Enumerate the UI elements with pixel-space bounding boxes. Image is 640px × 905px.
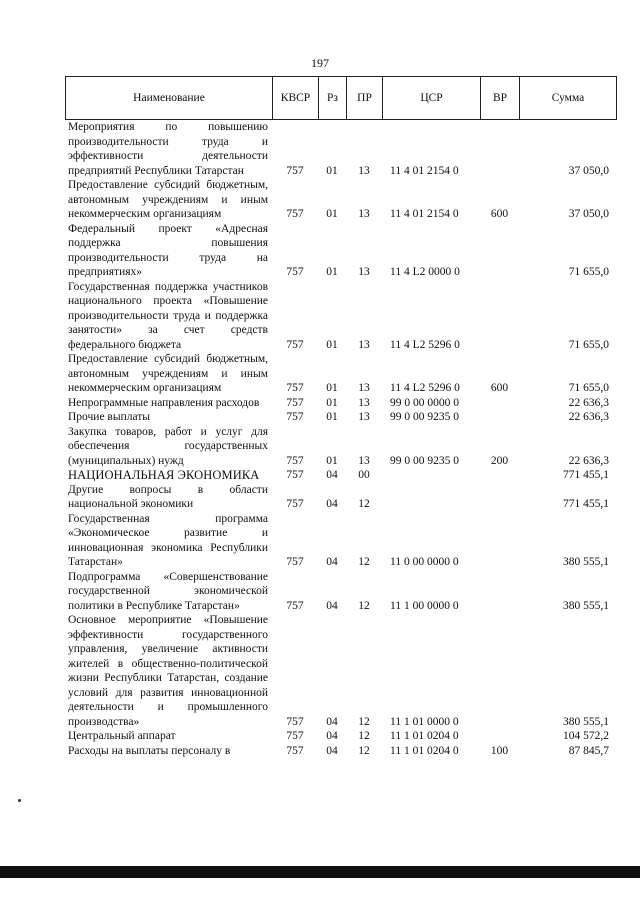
cell-pr: 13	[358, 411, 370, 423]
cell-rz: 04	[326, 730, 338, 742]
table-row	[65, 570, 616, 614]
table-row	[65, 613, 616, 729]
cell-kvsr: 757	[286, 411, 304, 423]
cell-kvsr: 757	[286, 730, 304, 742]
cell-name: Закупка товаров, работ и услуг для обеспечения государственных (муниципальных) нужд	[68, 425, 268, 467]
cell-kvsr: 757	[286, 744, 304, 757]
cell-vr	[480, 512, 519, 570]
column-header-kvsr: КВСР	[273, 77, 319, 120]
cell-vr	[480, 396, 519, 411]
cell-rz: 04	[326, 469, 338, 481]
table-row	[65, 483, 616, 512]
column-header-vr: ВР	[481, 77, 520, 120]
cell-kvsr: 757	[286, 469, 304, 481]
budget-table	[65, 120, 616, 758]
table-header	[65, 76, 617, 120]
cell-rz: 01	[326, 338, 338, 351]
table-row	[65, 352, 616, 396]
cell-vr	[480, 613, 519, 729]
cell-name: Основное мероприятие «Повышение эффективности государственного управления, увеличение активности жителей в общественно-политической жизни Республики Татарстан, создание условий для развития инновационной деятельности и промышленного производства»	[68, 614, 268, 728]
cell-sum: 87 845,7	[568, 744, 609, 757]
cell-csr: 11 1 00 0000 0	[390, 599, 459, 612]
cell-sum: 380 555,1	[563, 556, 609, 568]
cell-vr	[480, 410, 519, 425]
cell-rz: 04	[326, 556, 338, 568]
cell-csr	[382, 483, 480, 512]
cell-kvsr: 757	[286, 382, 304, 394]
table-row	[65, 120, 616, 178]
cell-name: Предоставление субсидий бюджетным, автономным учреждениям и иным некоммерческим организациям	[68, 179, 268, 220]
cell-csr: 11 1 01 0000 0	[390, 715, 459, 728]
cell-kvsr: 757	[286, 164, 304, 177]
cell-pr: 13	[358, 454, 370, 467]
cell-pr: 13	[358, 382, 370, 394]
cell-kvsr: 757	[286, 556, 304, 568]
cell-csr: 11 4 L2 5296 0	[390, 382, 460, 394]
table-row	[65, 178, 616, 222]
table-row	[65, 396, 616, 411]
cell-rz: 01	[326, 164, 338, 177]
cell-rz: 04	[326, 498, 338, 510]
cell-rz: 04	[326, 715, 338, 728]
column-header-rz: Рз	[319, 77, 347, 120]
table-row	[65, 425, 616, 469]
table-row	[65, 280, 616, 353]
cell-csr: 11 4 L2 5296 0	[390, 338, 460, 351]
table-row	[65, 729, 616, 744]
cell-kvsr: 757	[286, 266, 304, 278]
cell-rz: 04	[326, 744, 338, 757]
cell-sum: 380 555,1	[563, 715, 609, 728]
cell-sum: 22 636,3	[568, 411, 609, 423]
cell-kvsr: 757	[286, 498, 304, 510]
cell-kvsr: 757	[286, 715, 304, 728]
cell-name: Предоставление субсидий бюджетным, автономным учреждениям и иным некоммерческим организациям	[68, 353, 268, 394]
cell-rz: 01	[326, 208, 338, 220]
cell-rz: 04	[326, 599, 338, 612]
cell-name: Прочие выплаты	[68, 411, 151, 423]
cell-vr	[480, 468, 519, 483]
cell-csr	[382, 468, 480, 483]
cell-sum: 71 655,0	[568, 382, 609, 394]
cell-pr: 13	[358, 396, 370, 409]
cell-vr: 600	[490, 382, 509, 394]
cell-name: Государственная поддержка участников национального проекта «Повышение производительности труда и поддержка занятости» за счет средств федерального бюджета	[68, 280, 268, 351]
cell-name: НАЦИОНАЛЬНАЯ ЭКОНОМИКА	[68, 468, 260, 482]
cell-name: Центральный аппарат	[68, 730, 176, 742]
cell-pr: 12	[358, 498, 370, 510]
cell-sum: 771 455,1	[563, 469, 609, 481]
cell-pr: 12	[358, 730, 370, 742]
cell-rz: 01	[326, 266, 338, 278]
cell-csr: 99 0 00 9235 0	[390, 454, 459, 467]
cell-kvsr: 757	[286, 338, 304, 351]
cell-csr: 11 4 01 2154 0	[390, 164, 459, 177]
cell-vr: 100	[490, 744, 509, 757]
cell-rz: 01	[326, 382, 338, 394]
cell-vr	[480, 280, 519, 353]
cell-name: Расходы на выплаты персоналу в	[68, 744, 231, 757]
table-row	[65, 512, 616, 570]
cell-pr: 00	[358, 469, 370, 481]
cell-kvsr: 757	[286, 208, 304, 220]
cell-sum: 104 572,2	[563, 730, 609, 742]
table-row	[65, 410, 616, 425]
cell-csr: 11 0 00 0000 0	[390, 556, 459, 568]
cell-pr: 13	[358, 164, 370, 177]
cell-pr: 12	[358, 599, 370, 612]
cell-vr: 600	[490, 208, 509, 220]
cell-sum: 71 655,0	[568, 338, 609, 351]
cell-name: Непрограммные направления расходов	[68, 396, 260, 409]
table-row	[65, 468, 616, 483]
column-header-sum: Сумма	[520, 77, 617, 120]
cell-sum: 380 555,1	[563, 599, 609, 612]
column-header-csr: ЦСР	[383, 77, 481, 120]
cell-name: Государственная программа «Экономическое развитие и инновационная экономика Республики Татарстан»	[68, 512, 268, 568]
cell-rz: 01	[326, 396, 338, 409]
cell-name: Другие вопросы в области национальной экономики	[68, 483, 268, 510]
cell-vr	[480, 222, 519, 280]
budget-table-body	[65, 120, 616, 758]
cell-kvsr: 757	[286, 396, 304, 409]
cell-sum: 71 655,0	[568, 266, 609, 278]
column-header-pr: ПР	[347, 77, 383, 120]
cell-kvsr: 757	[286, 454, 304, 467]
cell-vr: 200	[490, 454, 509, 467]
cell-csr: 11 1 01 0204 0	[390, 744, 459, 757]
cell-sum: 37 050,0	[568, 208, 609, 220]
cell-rz: 01	[326, 411, 338, 423]
cell-kvsr: 757	[286, 599, 304, 612]
cell-csr: 11 1 01 0204 0	[390, 730, 459, 742]
cell-csr: 11 4 01 2154 0	[390, 208, 459, 220]
cell-pr: 12	[358, 715, 370, 728]
cell-pr: 13	[358, 338, 370, 351]
cell-sum: 22 636,3	[568, 396, 609, 409]
page-number: 197	[311, 56, 329, 70]
cell-sum: 771 455,1	[563, 498, 609, 510]
column-header-name: Наименование	[66, 77, 273, 120]
cell-csr: 11 4 L2 0000 0	[390, 266, 460, 278]
cell-pr: 13	[358, 266, 370, 278]
cell-name: Федеральный проект «Адресная поддержка повышения производительности труда на предприятиях»	[68, 222, 268, 278]
scan-dot	[18, 799, 21, 802]
table-row	[65, 222, 616, 280]
cell-sum: 22 636,3	[568, 454, 609, 467]
table-row	[65, 744, 616, 759]
cell-sum: 37 050,0	[568, 164, 609, 177]
cell-csr: 99 0 00 9235 0	[390, 411, 459, 423]
cell-csr: 99 0 00 0000 0	[390, 396, 459, 409]
cell-pr: 12	[358, 744, 370, 757]
cell-pr: 13	[358, 208, 370, 220]
scan-bottom-bar	[0, 866, 640, 878]
cell-vr	[480, 120, 519, 178]
cell-vr	[480, 729, 519, 744]
cell-rz: 01	[326, 454, 338, 467]
cell-pr: 12	[358, 556, 370, 568]
cell-name: Мероприятия по повышению производительности труда и эффективности деятельности предприятий Республики Татарстан	[68, 121, 268, 177]
cell-vr	[480, 570, 519, 614]
cell-vr	[480, 483, 519, 512]
cell-name: Подпрограмма «Совершенствование государственной экономической политики в Республике Татарстан»	[68, 570, 268, 612]
